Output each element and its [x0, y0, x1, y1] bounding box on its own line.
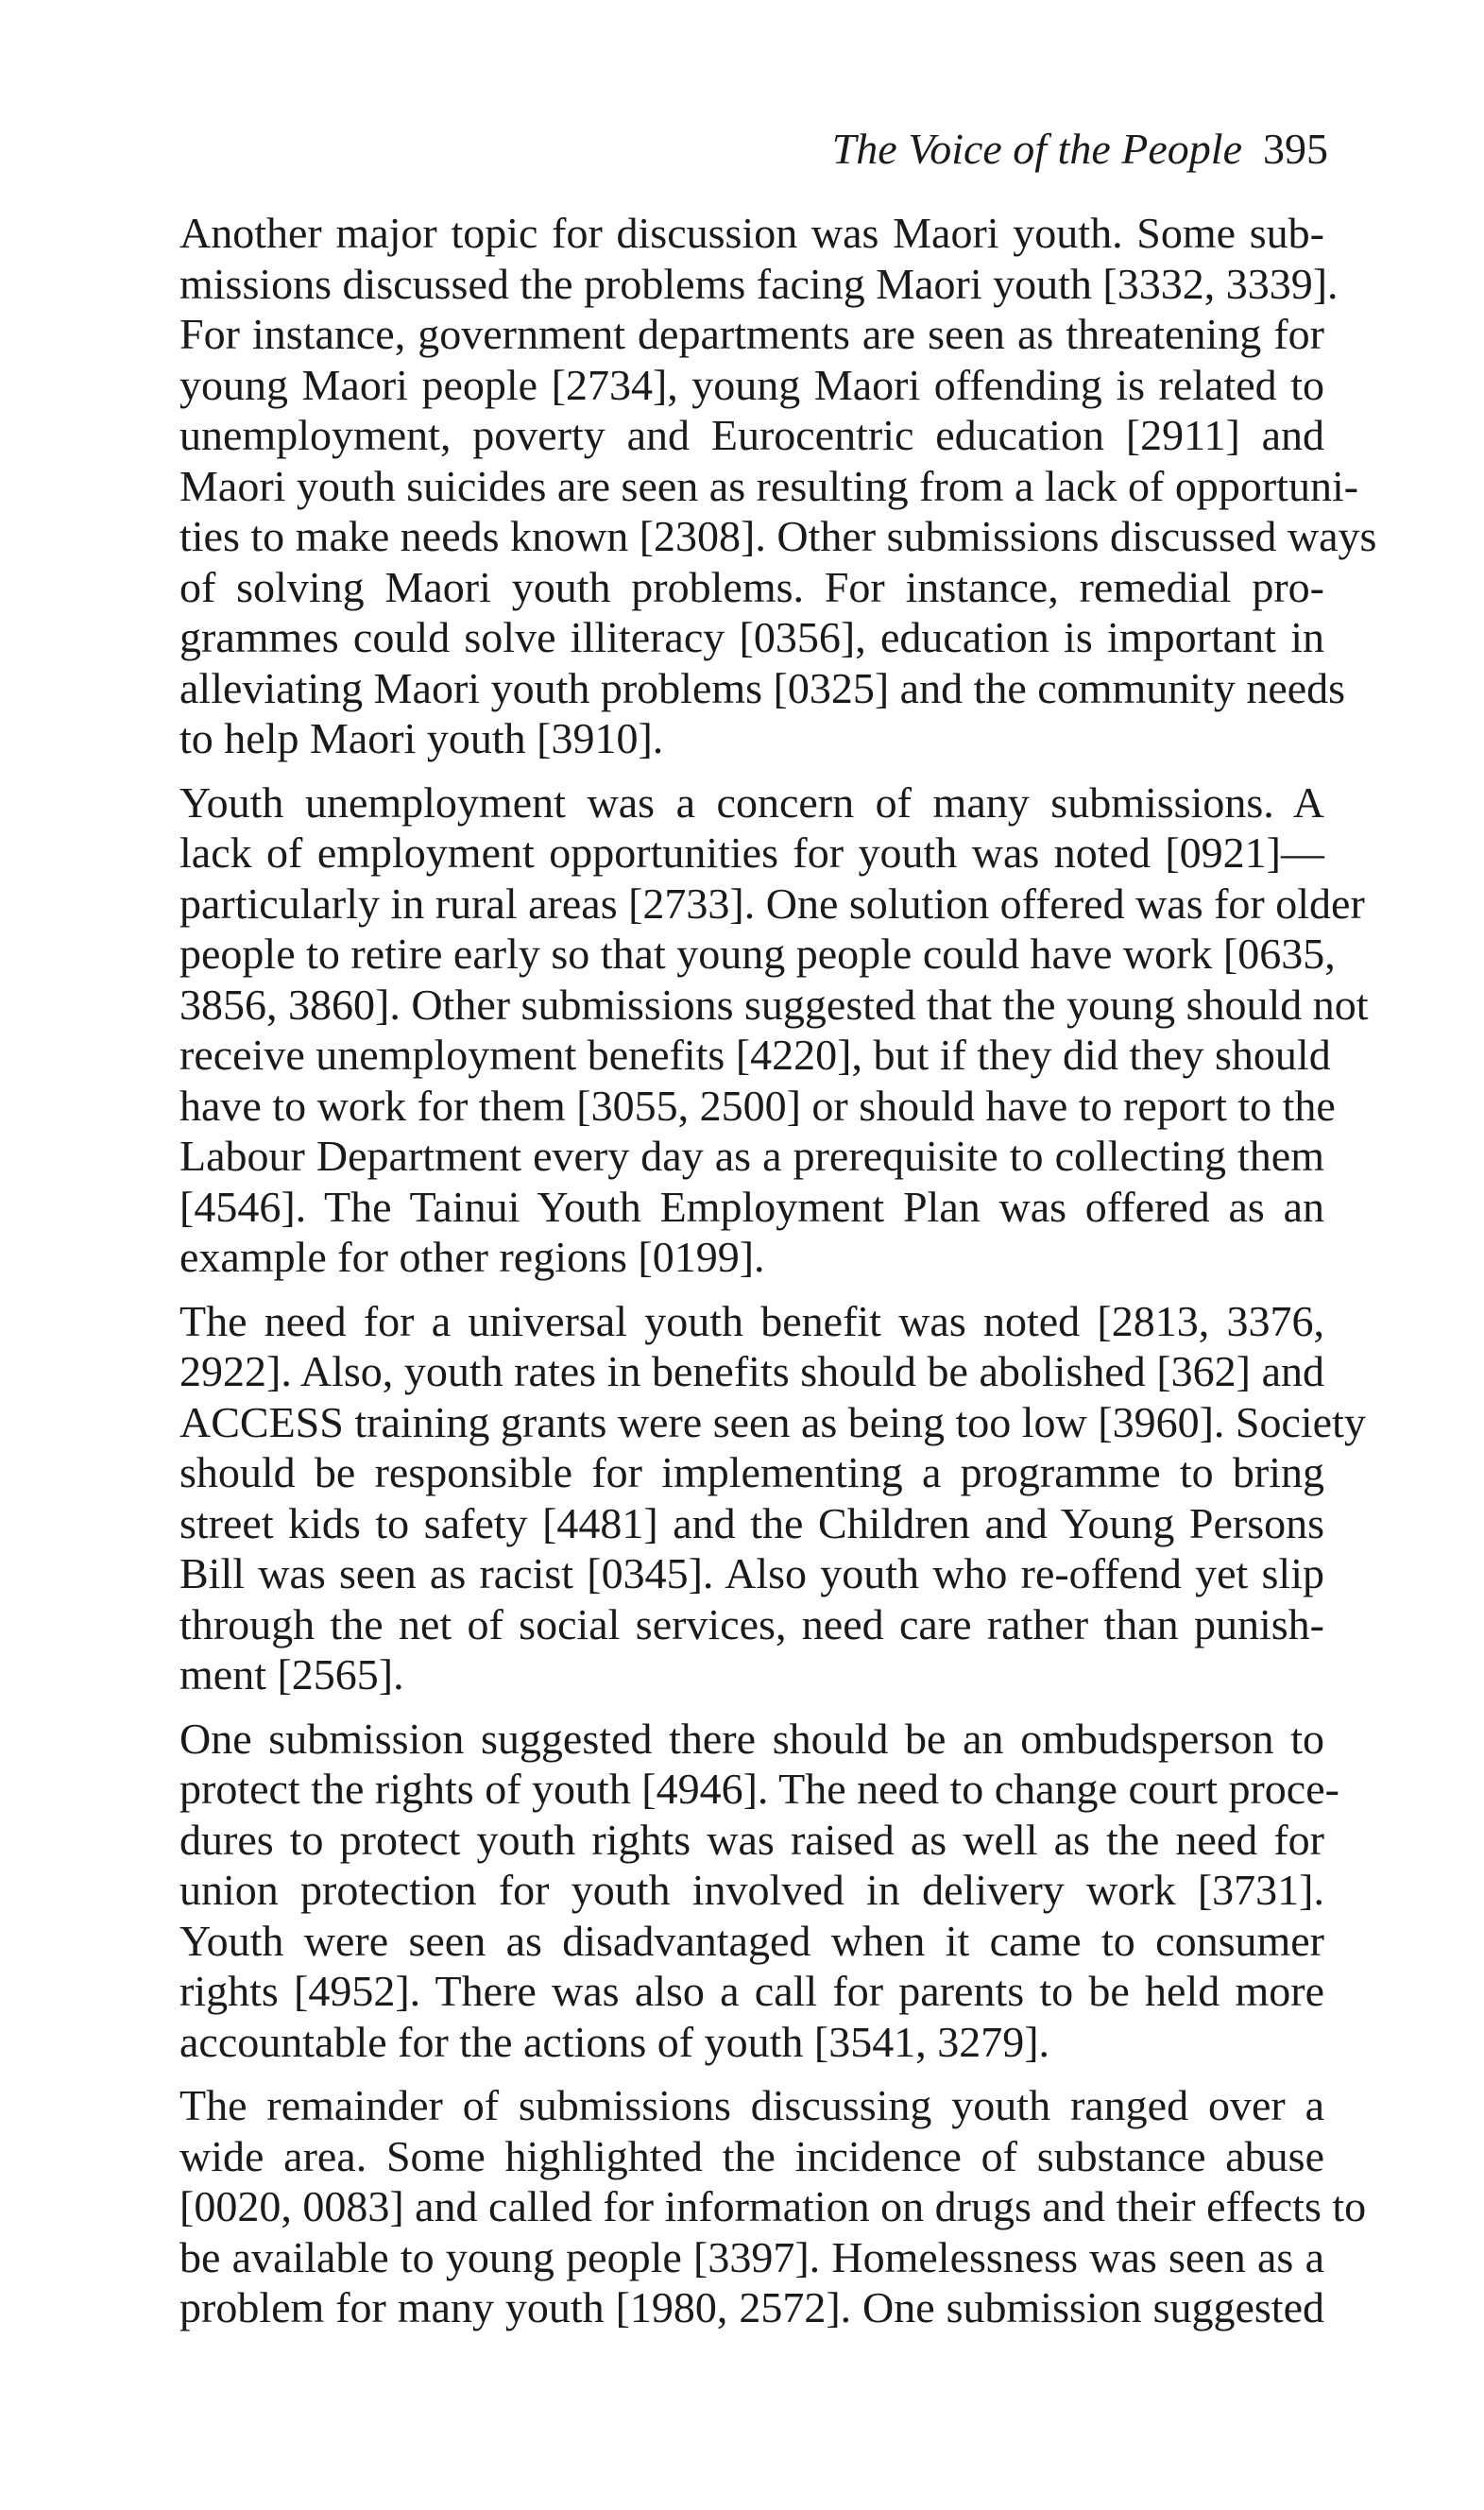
text-line: to help Maori youth [3910].	[179, 714, 664, 762]
running-head-title: The Voice of the People	[831, 125, 1242, 173]
text-line: The need for a universal youth benefit was noted [2813, 3376,	[179, 1296, 1324, 1345]
text-line: For instance, government departments are seen as threatening for	[179, 310, 1324, 358]
text-line: street kids to safety [4481] and the Children and Young Persons	[179, 1498, 1324, 1547]
text-line: particularly in rural areas [2733]. One solution offered was for older	[179, 879, 1365, 928]
text-line: One submission suggested there should be an ombudsperson to	[179, 1714, 1324, 1763]
text-line: problem for many youth [1980, 2572]. One submission suggested	[179, 2283, 1324, 2331]
text-line: Bill was seen as racist [0345]. Also youth who re-offend yet slip	[179, 1549, 1324, 1597]
text-line: [4546]. The Tainui Youth Employment Plan was offered as an	[179, 1182, 1324, 1231]
text-line: wide area. Some highlighted the incidence of substance abuse	[179, 2131, 1324, 2180]
text-line: Maori youth suicides are seen as resulting from a lack of opportuni-	[179, 461, 1359, 510]
text-line: protect the rights of youth [4946]. The need to change court proce-	[179, 1765, 1339, 1813]
running-head	[832, 121, 1328, 178]
paragraph-maori-youth	[179, 208, 1377, 764]
text-line: Youth were seen as disadvantaged when it came to consumer	[179, 1916, 1324, 1965]
text-line: example for other regions [0199].	[179, 1233, 765, 1281]
paragraph-youth-benefit	[179, 1296, 1366, 1700]
text-line: 3856, 3860]. Other submissions suggested that the young should not	[179, 980, 1369, 1029]
text-line: grammes could solve illiteracy [0356], education is important in	[179, 613, 1324, 661]
text-line: have to work for them [3055, 2500] or should have to report to the	[179, 1081, 1336, 1130]
text-line: receive unemployment benefits [4220], but if they did they should	[179, 1031, 1331, 1079]
text-line: people to retire early so that young people could have work [0635,	[179, 930, 1336, 978]
text-line: should be responsible for implementing a programme to bring	[179, 1448, 1324, 1496]
text-line: unemployment, poverty and Eurocentric education [2911] and	[179, 411, 1324, 459]
text-line: Another major topic for discussion was Maori youth. Some sub-	[179, 209, 1324, 257]
page-number: 395	[1263, 125, 1328, 173]
paragraph-youth-unemployment	[179, 777, 1369, 1283]
text-line: ment [2565].	[179, 1650, 404, 1699]
text-line: The remainder of submissions discussing youth ranged over a	[179, 2081, 1324, 2129]
text-line: Labour Department every day as a prerequisite to collecting them	[179, 1132, 1324, 1180]
text-line: union protection for youth involved in delivery work [3731].	[179, 1866, 1324, 1914]
text-line: alleviating Maori youth problems [0325] and the community needs	[179, 663, 1346, 712]
text-line: Youth unemployment was a concern of many submissions. A	[179, 777, 1324, 827]
body-text	[179, 208, 1377, 2347]
text-line: young Maori people [2734], young Maori offending is related to	[179, 360, 1324, 409]
text-line: ACCESS training grants were seen as being too low [3960]. Society	[179, 1397, 1366, 1446]
text-line: be available to young people [3397]. Homelessness was seen as a	[179, 2232, 1324, 2281]
text-line: accountable for the actions of youth [3541, 3279].	[179, 2017, 1050, 2066]
paragraph-youth-rights	[179, 1714, 1339, 2068]
text-line: [0020, 0083] and called for information on drugs and their effects to	[179, 2182, 1367, 2230]
text-line: lack of employment opportunities for youth was noted [0921]—	[179, 828, 1324, 877]
text-line: ties to make needs known [2308]. Other submissions discussed ways	[179, 512, 1377, 560]
text-line: rights [4952]. There was also a call for parents to be held more	[179, 1967, 1324, 2015]
text-line: of solving Maori youth problems. For instance, remedial pro-	[179, 562, 1324, 611]
text-line: 2922]. Also, youth rates in benefits should be abolished [362] and	[179, 1347, 1324, 1395]
text-line: through the net of social services, need care rather than punish-	[179, 1599, 1324, 1648]
text-line: missions discussed the problems facing Maori youth [3332, 3339].	[179, 259, 1339, 308]
paragraph-remainder	[179, 2080, 1367, 2333]
text-line: dures to protect youth rights was raised as well as the need for	[179, 1815, 1324, 1864]
